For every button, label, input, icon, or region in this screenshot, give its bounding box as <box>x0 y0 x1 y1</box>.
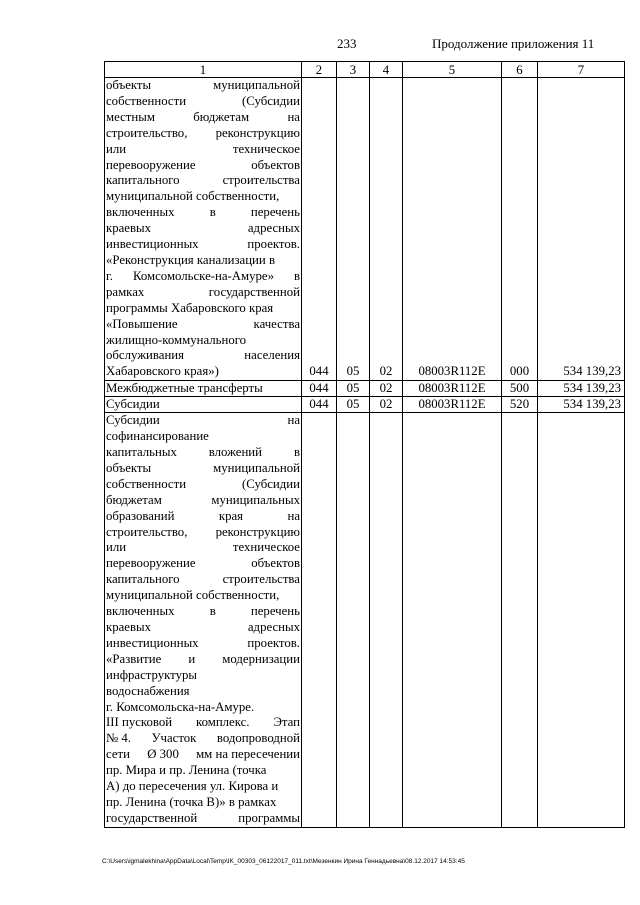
description-line <box>106 715 300 731</box>
row-description <box>105 413 302 828</box>
description-word: Субсидии <box>106 413 160 428</box>
page-number: 233 <box>337 36 357 51</box>
description-word: края <box>218 508 244 523</box>
cell-section: 05 <box>337 78 370 381</box>
cell-expense-type: 000 <box>502 78 538 381</box>
description-line <box>106 205 300 221</box>
description-word: (Субсидии <box>242 93 300 108</box>
description-line <box>106 525 300 541</box>
description-line <box>106 78 300 94</box>
cell-subsection: 02 <box>370 397 403 413</box>
description-word: водопроводной <box>216 731 300 746</box>
description-line <box>106 110 300 126</box>
column-header: 7 <box>538 62 625 78</box>
description-word: включенных <box>106 604 175 619</box>
cell-expense-type: 520 <box>502 397 538 413</box>
description-line <box>106 285 300 301</box>
description-word: рамках <box>106 284 145 299</box>
description-line <box>106 237 300 253</box>
description-word: вложений <box>208 445 263 460</box>
description-word: местным <box>106 109 155 124</box>
cell-amount <box>538 413 625 828</box>
description-line <box>106 221 300 237</box>
description-word: на <box>287 109 300 124</box>
description-line <box>106 142 300 158</box>
description-word: (Субсидии <box>242 476 300 491</box>
row-description: Межбюджетные трансферты <box>105 381 302 397</box>
description-word: техническое <box>232 141 300 156</box>
description-word: качества <box>253 316 300 331</box>
description-word: объектов <box>251 556 300 571</box>
description-word: муниципальных <box>211 492 300 507</box>
cell-code: 044 <box>302 381 337 397</box>
description-line <box>106 269 300 285</box>
description-line: программы Хабаровского края <box>106 300 274 315</box>
description-word: «Повышение <box>106 316 178 331</box>
description-line <box>106 445 300 461</box>
description-word: комплекс. <box>196 715 250 730</box>
description-line <box>106 158 300 174</box>
description-line <box>106 747 300 763</box>
description-word: реконструкцию <box>215 125 300 140</box>
description-line: пр. Мира и пр. Ленина (точка <box>106 763 267 778</box>
description-line <box>106 317 300 333</box>
description-word: объектов <box>251 157 300 172</box>
description-word: краевых <box>106 620 152 634</box>
column-header: 4 <box>370 62 403 78</box>
description-word: строительство, <box>106 125 188 140</box>
table-row <box>105 397 625 413</box>
description-word: строительства <box>222 173 300 188</box>
cell-expense-type <box>502 413 538 828</box>
cell-code: 044 <box>302 78 337 381</box>
description-line <box>106 413 300 429</box>
description-line: Хабаровского края») <box>106 364 219 379</box>
table-row <box>105 381 625 397</box>
description-line <box>106 477 300 493</box>
description-word: населения <box>244 348 300 363</box>
description-word: реконструкцию <box>215 524 300 539</box>
cell-amount: 534 139,23 <box>538 381 625 397</box>
table-row <box>105 78 625 381</box>
description-word: строительства <box>222 572 300 587</box>
description-word: обслуживания <box>106 348 185 363</box>
cell-code <box>302 413 337 828</box>
description-word: собственности <box>106 476 187 491</box>
description-word: техническое <box>232 540 300 555</box>
description-word: или <box>106 141 127 156</box>
description-word: № 4. <box>106 731 132 746</box>
description-line <box>106 509 300 525</box>
description-word: или <box>106 540 127 555</box>
description-word: бюджетам <box>106 492 162 507</box>
row-description <box>105 78 302 381</box>
description-line <box>106 572 300 588</box>
description-word: адресных <box>247 221 300 236</box>
description-word: муниципальной <box>213 460 300 475</box>
cell-expense-type: 500 <box>502 381 538 397</box>
description-line <box>106 173 300 189</box>
description-word: государственной <box>208 284 300 299</box>
description-word: на <box>287 413 300 428</box>
description-line: водоснабжения <box>106 683 190 698</box>
description-word: проектов. <box>247 635 300 650</box>
page-header <box>0 36 640 54</box>
description-word: в <box>293 445 300 460</box>
description-line <box>106 348 300 364</box>
description-line: муниципальной собственности, <box>106 189 280 204</box>
row-description: Субсидии <box>105 397 302 413</box>
description-line: софинансирование <box>106 429 209 444</box>
description-word: капитальных <box>106 445 177 460</box>
description-line <box>106 652 300 668</box>
column-header: 5 <box>403 62 502 78</box>
description-word: и <box>188 651 196 666</box>
table-row <box>105 413 625 828</box>
description-line <box>106 604 300 620</box>
description-word: Комсомольске-на-Амуре» <box>132 268 275 283</box>
description-line: г. Комсомольска-на-Амуре. <box>106 699 255 714</box>
description-word: Ø 300 <box>147 747 179 762</box>
description-word: в <box>209 205 216 220</box>
description-word: мм на пересечении <box>196 747 300 762</box>
description-word: г. <box>106 268 114 283</box>
column-header: 6 <box>502 62 538 78</box>
description-line <box>106 556 300 572</box>
description-line: инфраструктуры <box>106 667 197 682</box>
cell-target: 08003R112E <box>403 381 502 397</box>
description-word: собственности <box>106 93 187 108</box>
description-word: перечень <box>250 604 300 619</box>
cell-section: 05 <box>337 397 370 413</box>
description-line <box>106 540 300 556</box>
cell-section <box>337 413 370 828</box>
column-header: 2 <box>302 62 337 78</box>
description-word: «Развитие <box>106 651 162 666</box>
description-word: муниципальной <box>213 78 300 92</box>
description-word: в <box>293 268 300 283</box>
description-word: Участок <box>151 731 197 746</box>
description-word: программы <box>238 810 300 825</box>
budget-table <box>104 61 625 828</box>
description-word: проектов. <box>247 237 300 252</box>
description-word: перевооружение <box>106 556 196 571</box>
cell-target: 08003R112E <box>403 397 502 413</box>
column-header: 3 <box>337 62 370 78</box>
description-word: Этап <box>273 715 300 730</box>
description-word: краевых <box>106 221 152 236</box>
description-word: строительство, <box>106 524 188 539</box>
cell-target <box>403 413 502 828</box>
description-line: жилищно-коммунального <box>106 332 247 347</box>
cell-section: 05 <box>337 381 370 397</box>
description-word: объекты <box>106 460 152 475</box>
cell-subsection <box>370 413 403 828</box>
cell-subsection: 02 <box>370 78 403 381</box>
description-word: включенных <box>106 205 175 220</box>
description-line <box>106 461 300 477</box>
description-word: инвестиционных <box>106 237 199 252</box>
description-word: III пусковой <box>106 715 173 730</box>
cell-subsection: 02 <box>370 381 403 397</box>
description-line: муниципальной собственности, <box>106 588 280 603</box>
description-word: в <box>209 604 216 619</box>
continuation-title: Продолжение приложения 11 <box>432 36 595 51</box>
cell-code: 044 <box>302 397 337 413</box>
description-line: пр. Ленина (точка В)» в рамках <box>106 794 277 809</box>
description-line: А) до пересечения ул. Кирова и <box>106 779 279 794</box>
description-line <box>106 620 300 636</box>
description-line <box>106 94 300 110</box>
description-word: адресных <box>247 620 300 634</box>
description-word: образований <box>106 508 175 523</box>
description-word: на <box>287 508 300 523</box>
description-word: государственной <box>106 810 198 825</box>
file-path-footer: C:\Users\igmalekhina\AppData\Local\Temp\IK_00303_06122017_011.txt\Мезенкин Ирина Геннадьевна\08.12.2017 14:53:45 <box>102 858 465 865</box>
description-word: бюджетам <box>193 109 250 124</box>
description-word: сети <box>106 747 130 762</box>
description-word: перечень <box>250 205 300 220</box>
description-word: модернизации <box>222 651 300 666</box>
description-line <box>106 493 300 509</box>
description-word: объекты <box>106 78 152 92</box>
description-word: капитального <box>106 572 180 587</box>
description-word: капитального <box>106 173 180 188</box>
table-header-row <box>105 62 625 78</box>
cell-target: 08003R112E <box>403 78 502 381</box>
description-line: «Реконструкция канализации в <box>106 252 275 267</box>
description-line <box>106 731 300 747</box>
description-line <box>106 636 300 652</box>
description-word: перевооружение <box>106 157 196 172</box>
description-line <box>106 126 300 142</box>
description-word: инвестиционных <box>106 635 199 650</box>
description-line <box>106 811 300 827</box>
cell-amount: 534 139,23 <box>538 397 625 413</box>
column-header: 1 <box>105 62 302 78</box>
cell-amount: 534 139,23 <box>538 78 625 381</box>
